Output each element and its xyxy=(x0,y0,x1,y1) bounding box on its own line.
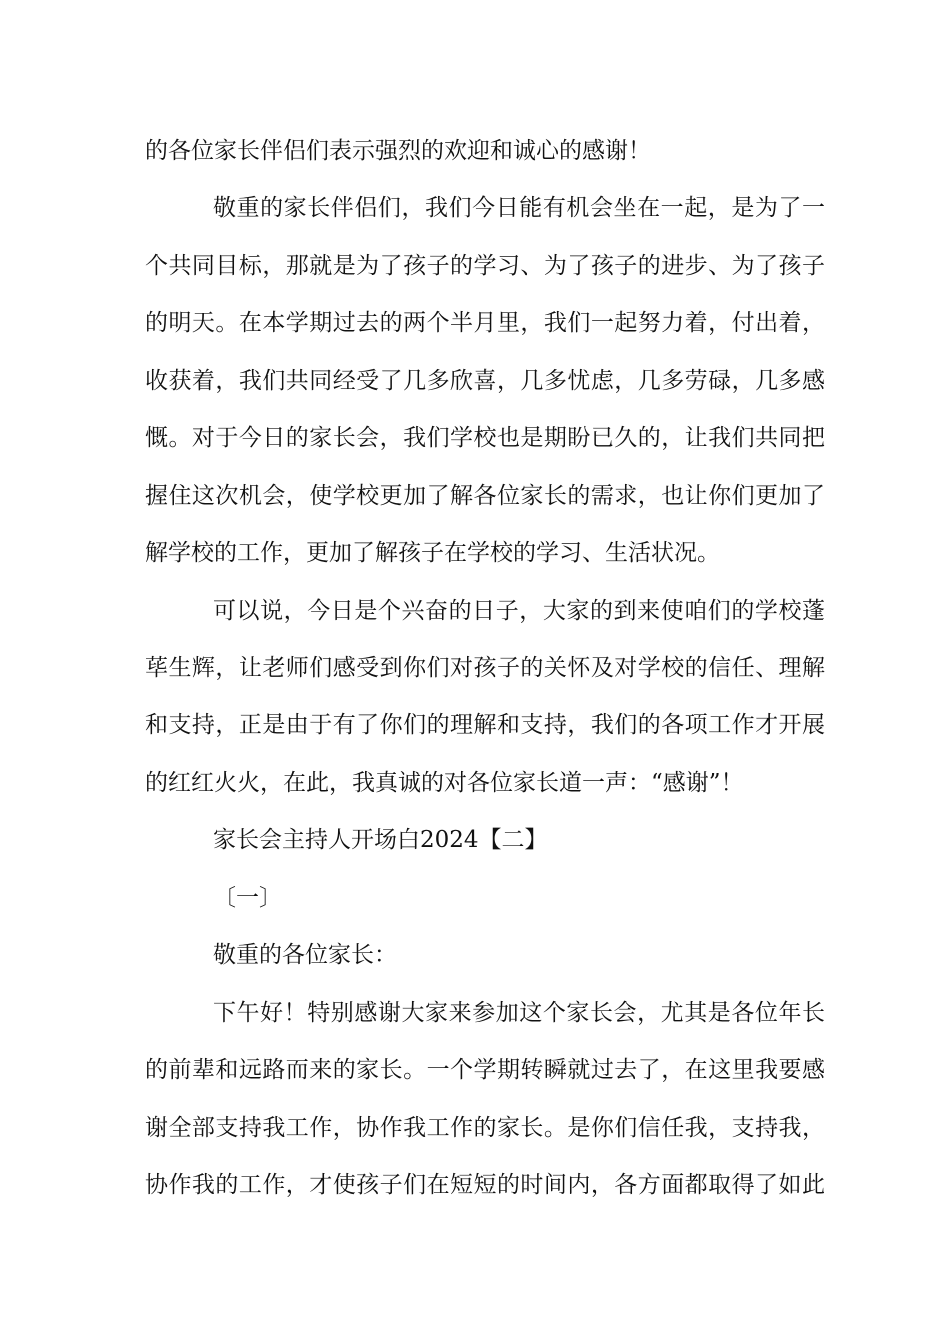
paragraph-line-18: 谢全部支持我工作，协作我工作的家长。是你们信任我，支持我， xyxy=(145,1115,825,1141)
paragraph-line-3: 个共同目标，那就是为了孩子的学习、为了孩子的进步、为了孩子 xyxy=(145,253,825,279)
paragraph-line-6: 慨。对于今日的家长会，我们学校也是期盼已久的，让我们共同把 xyxy=(145,425,825,451)
paragraph-line-8: 解学校的工作，更加了解孩子在学校的学习、生活状况。 xyxy=(145,540,720,566)
paragraph-line-12: 的红红火火，在此，我真诚的对各位家长道一声：“感谢”！ xyxy=(145,770,744,796)
salutation: 敬重的各位家长： xyxy=(213,942,397,968)
paragraph-line-4: 的明天。在本学期过去的两个半月里，我们一起努力着，付出着， xyxy=(145,310,825,336)
paragraph-line-1: 的各位家长伴侣们表示强烈的欢迎和诚心的感谢！ xyxy=(145,138,651,164)
paragraph-line-5: 收获着，我们共同经受了几多欣喜，几多忧虑，几多劳碌，几多感 xyxy=(145,368,825,394)
paragraph-line-17: 的前辈和远路而来的家长。一个学期转瞬就过去了，在这里我要感 xyxy=(145,1057,825,1083)
paragraph-line-2: 敬重的家长伴侣们，我们今日能有机会坐在一起，是为了一 xyxy=(213,195,825,221)
subsection-marker: 〔一〕 xyxy=(213,885,282,911)
paragraph-line-19: 协作我的工作，才使孩子们在短短的时间内，各方面都取得了如此 xyxy=(145,1172,825,1198)
paragraph-line-16: 下午好！特别感谢大家来参加这个家长会，尤其是各位年长 xyxy=(213,1000,825,1026)
section-heading: 家长会主持人开场白2024【二】 xyxy=(213,827,548,853)
paragraph-line-7: 握住这次机会，使学校更加了解各位家长的需求，也让你们更加了 xyxy=(145,483,825,509)
paragraph-line-11: 和支持，正是由于有了你们的理解和支持，我们的各项工作才开展 xyxy=(145,712,825,738)
paragraph-line-9: 可以说，今日是个兴奋的日子，大家的到来使咱们的学校蓬 xyxy=(213,598,825,624)
paragraph-line-10: 荜生辉，让老师们感受到你们对孩子的关怀及对学校的信任、理解 xyxy=(145,655,825,681)
